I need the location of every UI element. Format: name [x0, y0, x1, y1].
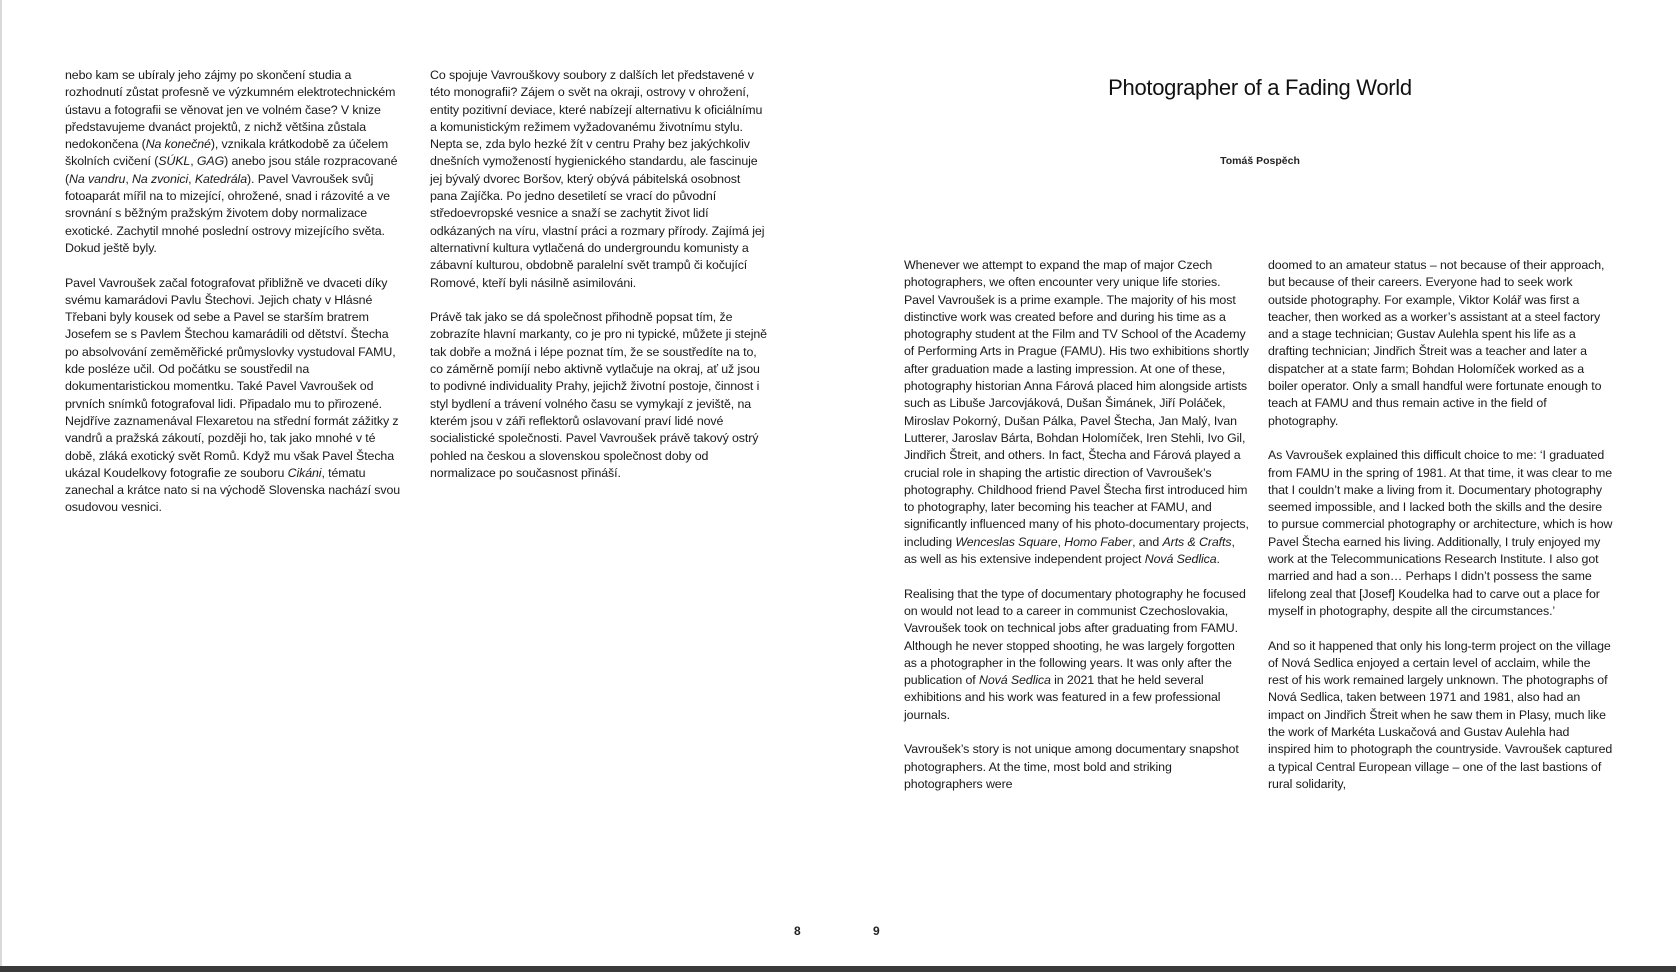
paragraph: doomed to an amateur status – not because of their approach, but because of their careers. Everyone had to seek work outside photography. For example, Viktor Kolář was first a teacher, then worked as a worker’s assistant at a steel factory and a stage technician; Gustav Aulehla spent his life as a drafting technician; Jindřich Štreit was a teacher and later a dispatcher at a state farm; Bohdan Holomíček worked as a boiler operator. Only a small handful were fortunate enough to teach at FAMU and thus remain active in the field of photography. — [1268, 258, 1605, 428]
italic-title: Wenceslas Square — [955, 534, 1058, 549]
paragraph: As Vavroušek explained this difficult choice to me: ‘I graduated from FAMU in the spring of 1981. At that time, it was clear to me that I couldn’t make a living from it. Documentary photography seemed impossible, and I lacked both the skills and the desire to pursue commercial photography or architecture, which is how Pavel Štecha earned his living. Additionally, I truly enjoyed my work at the Telecommunications Research Institute. I also got married and had a son… Perhaps I didn’t possess the same lifelong zeal that [Josef] Koudelka had to carve out a place for myself in photography, despite all the circumstances.’ — [1268, 448, 1613, 618]
italic-title: Arts & Crafts — [1162, 534, 1232, 549]
right-page-column-1 — [904, 257, 1249, 793]
paragraph: Whenever we attempt to expand the map of major Czech photographers, we often encounter very unique life stories. Pavel Vavroušek is a prime example. The majority of his most distinctive work was created before and during his time as a photography student at the Film and TV School of the Academy of Performing Arts in Prague (FAMU). His two exhibitions shortly after graduation made a lasting impression. At one of these, photography historian Anna Fárová placed him alongside artists such as Libuše Jarcovjáková, Dušan Šimánek, Jiří Poláček, Miroslav Pokorný, Dušan Pálka, Pavel Štecha, Jan Malý, Ivan Lutterer, Jaroslav Bárta, Bohdan Holomíček, Iren Stehli, Ivo Gil, Jindřich Štreit, and others. In fact, Štecha and Fárová played a crucial role in shaping the artistic direction of Vavroušek’s photography. Childhood friend Pavel Štecha first introduced him to photography, later becoming his teacher at FAMU, and significantly influenced many of his photo-documentary projects, including Wenceslas Square, Homo Faber, and Arts & Crafts, as well as his extensive independent project Nová Sedlica. — [904, 258, 1249, 567]
paragraph: Co spojuje Vavrouškovy soubory z dalších let představené v této monografii? Zájem o svět na okraji, ostrovy v ohrožení, entity pozitivní deviace, které nabízejí alternativu k oficiálnímu a komunistickým režimem vyžadovanému životnímu stylu. Nepta se, zda bylo hezké žít v centru Prahy bez jakýchkoliv dnešních vymožeností hygienického standardu, ale fascinuje jej bývalý dvorec Boršov, který obývá pábitelská osobnost pana Zajíčka. Po jedno desetiletí se vrací do původní středoevropské vesnice a snaží se zachytit život lidí odkázaných na víru, vlastní práci a rozmary přírody. Zajímá jej alternativní kultura vytlačená do undergroundu komunisty a zábavní kulturou, obdobně paralelní svět trampů či kočující Romové, kteří byli násilně asimilováni. — [430, 68, 765, 290]
italic-title: Homo Faber — [1064, 534, 1133, 549]
paragraph: Pavel Vavroušek začal fotografovat přibližně ve dvaceti díky svému kamarádovi Pavlu Štechovi. Jejich chaty v Hlásné Třebani byly kousek od sebe a Pavel se starším bratrem Josefem se s Pavlem Štechou kamarádili od dětství. Štecha po absolvování zeměměřické průmyslovky vystudoval FAMU, kde posléze učil. Od počátku se soustředil na dokumentaristickou momentku. Také Pavel Vavroušek od prvních snímků fotografoval lidi. Připadalo mu to přirozené. Nejdříve zaznamenával Flexaretou na střední formát zážitky z vandrů a pražská zákoutí, později ho, tak jako mnohé v té době, zláká exotický svět Romů. Když mu však Pavel Štecha ukázal Koudelkovy fotografie ze souboru Cikáni, tématu zanechal a krátce nato si na východě Slovenska nachází svou osudovou vesnici. — [65, 275, 401, 515]
author-name: Tomáš Pospěch — [1220, 155, 1300, 167]
bottom-edge-bar — [0, 966, 1676, 972]
page-number-left: 8 — [794, 924, 801, 938]
left-page-column-2 — [430, 67, 770, 482]
article-title: Photographer of a Fading World — [1108, 74, 1412, 100]
page-number-right: 9 — [873, 924, 880, 938]
right-page-column-2 — [1268, 257, 1613, 793]
italic-title: Nová Sedlica — [978, 673, 1051, 688]
italic-title: SÚKL — [158, 154, 191, 169]
italic-title: Na zvonici — [132, 171, 189, 186]
paragraph: Realising that the type of documentary photography he focused on would not lead to a career in communist Czechoslovakia, Vavroušek took on technical jobs after graduating from FAMU. Although he never stopped shooting, he was largely forgotten as a photographer in the following years. It was only after the publication of Nová Sedlica in 2021 that he held several exhibitions and his work was featured in a few professional journals. — [904, 586, 1246, 722]
italic-title: Na vandru — [69, 171, 126, 186]
italic-title: Cikáni — [287, 465, 322, 480]
page-edge — [0, 0, 2, 972]
italic-title: Katedrála — [194, 171, 247, 186]
italic-title: Nová Sedlica — [1144, 552, 1217, 567]
left-page-column-1 — [65, 67, 405, 517]
italic-title: GAG — [196, 154, 225, 169]
paragraph: nebo kam se ubíraly jeho zájmy po skončení studia a rozhodnutí zůstat profesně ve výzkumném elektrotechnickém ústavu a fotografii se věnovat jen ve volném čase? V knize představujeme dvanáct projektů, z nichž většina zůstala nedokončena (Na konečné), vznikala krátkodobě za účelem školních cvičení (SÚKL, GAG) anebo jsou stále rozpracované (Na vandru, Na zvonici, Katedrála). Pavel Vavroušek svůj fotoaparát mířil na to mizející, ohrožené, snad i rázovité a ve srovnání s běžným pražským životem doby normalizace exotické. Zachytil mnohé poslední ostrovy mizejícího světa. Dokud ještě byly. — [65, 68, 398, 255]
paragraph: Vavroušek’s story is not unique among documentary snapshot photographers. At the time, most bold and striking photographers were — [904, 742, 1239, 791]
paragraph: Právě tak jako se dá společnost přihodně popsat tím, že zobrazíte hlavní markanty, co je pro ni typické, můžete ji stejně tak dobře a možná i lépe poznat tím, že se soustředíte na to, co záměrně pomíjí nebo aktivně vytlačuje na okraj, ať už jsou to podivné individuality Prahy, jejichž životní postoje, činnost i styl bydlení a trávení volného času se vymykají z jeviště, na kterém jsou v záři reflektorů oslavovaní praví lidé nové socialistické společnosti. Pavel Vavroušek právě takový ostrý pohled na českou a slovenskou společnost doby od normalizace po současnost přináší. — [430, 310, 767, 480]
italic-title: Na konečné — [145, 137, 211, 152]
paragraph: And so it happened that only his long-term project on the village of Nová Sedlica enjoyed a certain level of acclaim, while the rest of his work remained largely unknown. The photographs of Nová Sedlica, taken between 1971 and 1981, also had an impact on Jindřich Štreit when he saw them in Plasy, much like the work of Markéta Luskačová and Gustav Aulehla had inspired him to photograph the countryside. Vavroušek captured a typical Central European village – one of the last bastions of rural solidarity, — [1268, 638, 1613, 791]
